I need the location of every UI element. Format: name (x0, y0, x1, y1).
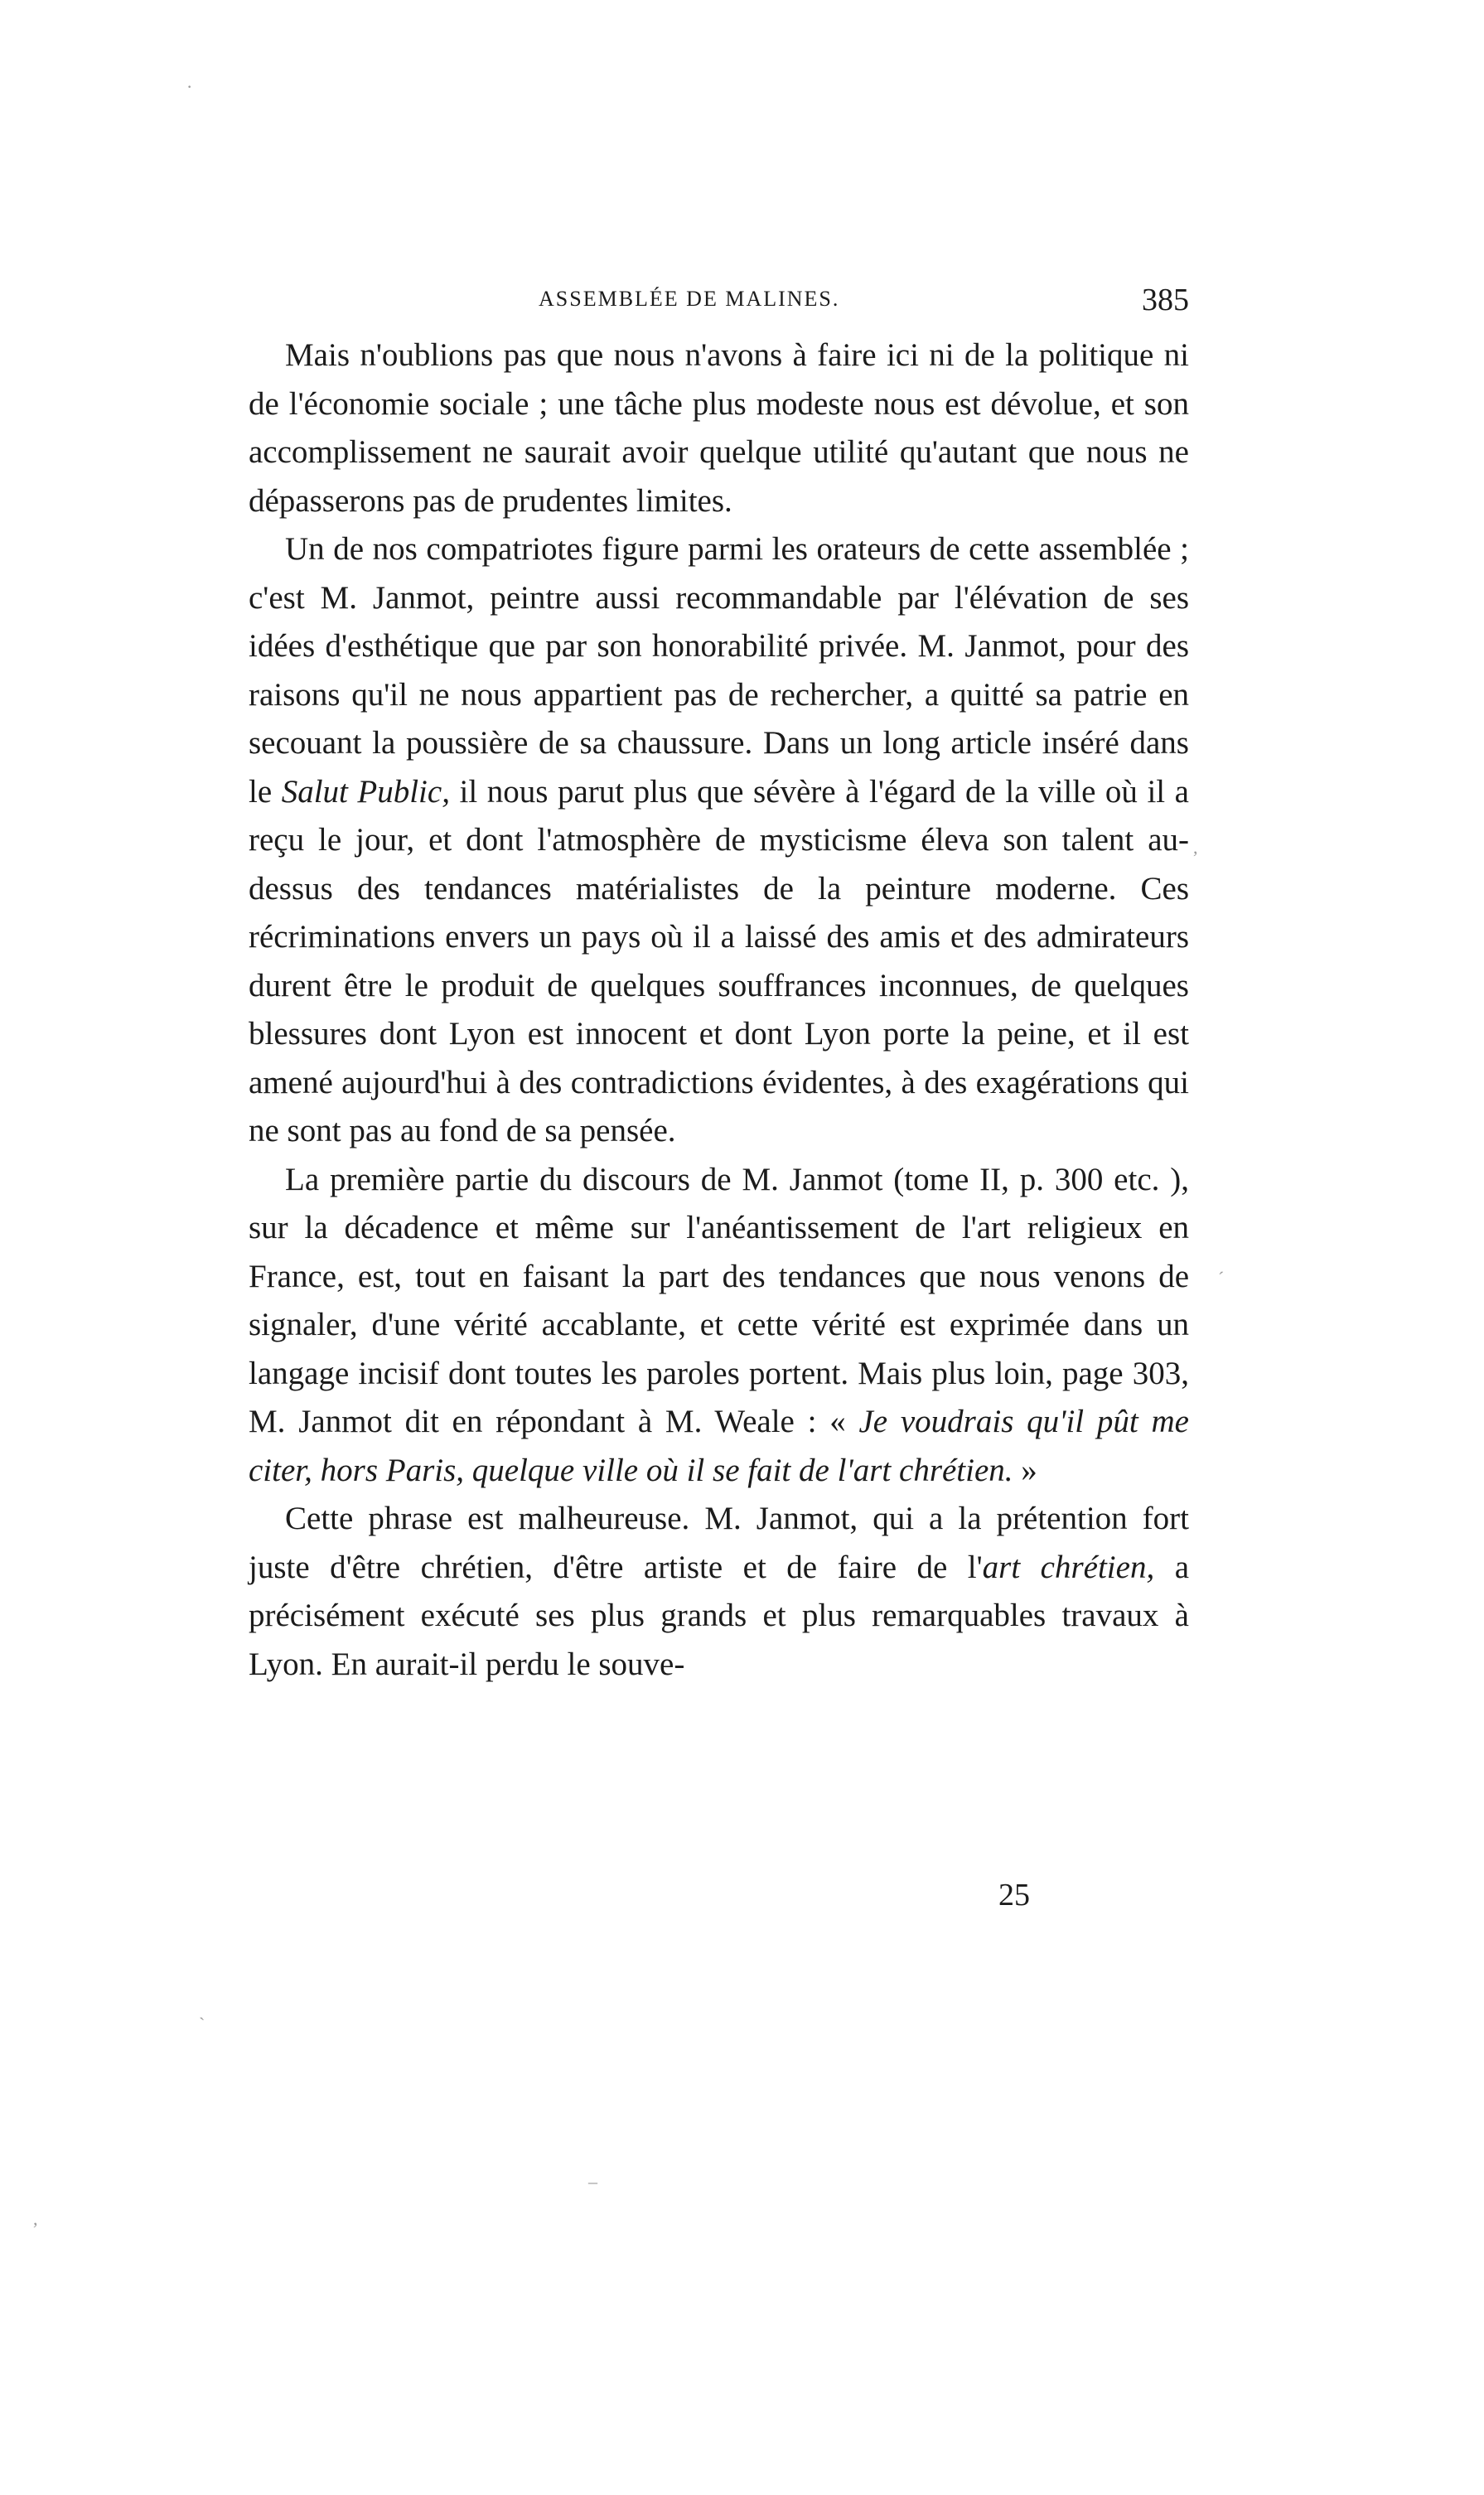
paragraph-2-text-a: Un de nos compatriotes figure parmi les orateurs de cette assemblée ; c'est M. Janmot, peintre aussi recommandable par l'élévation de ses idées d'esthétique que par son honorabilité privée. M. Janmot, pour des raisons qu'il ne nous appartient pas de rechercher, a quitté sa patrie en secouant la poussière de sa chaussure. Dans un long article inséré dans le (249, 531, 1189, 810)
paragraph-1 (249, 331, 1189, 525)
paragraph-4-italic: art chrétien, (982, 1549, 1155, 1585)
paper-speck: · (186, 76, 193, 97)
paper-speck: ` (199, 2014, 205, 2034)
body-text (249, 331, 1189, 1689)
paragraph-3-text-b: » (1013, 1452, 1037, 1488)
paragraph-4-text-a: Cette phrase est malheureuse. M. Janmot, qui a la prétention fort juste d'être chrétien, d'être artiste et de faire de l' (249, 1501, 1189, 1585)
paragraph-4 (249, 1495, 1189, 1689)
paragraph-3-text-a: La première partie du discours de M. Janmot (tome II, p. 300 etc. ), sur la décadence et même sur l'anéantissement de l'art religieux en France, est, tout en faisant la part des tendances que nous venons de signaler, d'une vérité accablante, et cette vérité est exprimée dans un langage incisif dont toutes les paroles portent. Mais plus loin, page 303, M. Janmot dit en répondant à M. Weale : « (249, 1161, 1189, 1439)
running-title: ASSEMBLÉE DE MALINES. (539, 287, 840, 311)
page-number: 385 (1142, 283, 1189, 317)
paragraph-1-text: Mais n'oublions pas que nous n'avons à faire ici ni de la politique ni de l'économie sociale ; une tâche plus modeste nous est dévolue, et son accomplissement ne saurait avoir quelque utilité qu'autant que nous ne dépasserons pas de prudentes limites. (249, 337, 1189, 519)
signature-mark: 25 (998, 1878, 1030, 1912)
paper-speck: , (33, 2208, 38, 2229)
paragraph-3-italic-quote: Je voudrais qu'il pût me citer, hors Paris, quelque ville où il se fait de l'art chrétien. (249, 1404, 1189, 1488)
paragraph-3 (249, 1156, 1189, 1496)
paragraph-4-text-b: a précisément exécuté ses plus grands et plus remarquables travaux à Lyon. En aurait-il perdu le souve- (249, 1549, 1189, 1682)
running-head (249, 282, 1189, 323)
paragraph-2-italic: Salut Public, (281, 773, 450, 810)
paper-speck: ´ (1218, 1268, 1225, 1289)
paper-speck: – (588, 2171, 597, 2192)
paper-speck: , (1193, 837, 1198, 858)
paragraph-2-text-b: il nous parut plus que sévère à l'égard de la ville où il a reçu le jour, et dont l'atmosphère de mysticisme éleva son talent au-dessus des tendances matérialistes de la peinture moderne. Ces récriminations envers un pays où il a laissé des amis et des admirateurs durent être le produit de quelques souffrances inconnues, de quelques blessures dont Lyon est innocent et dont Lyon porte la peine, et il est amené aujourd'hui à des contradictions évidentes, à des exagérations qui ne sont pas au fond de sa pensée. (249, 773, 1189, 1148)
paragraph-2 (249, 525, 1189, 1156)
